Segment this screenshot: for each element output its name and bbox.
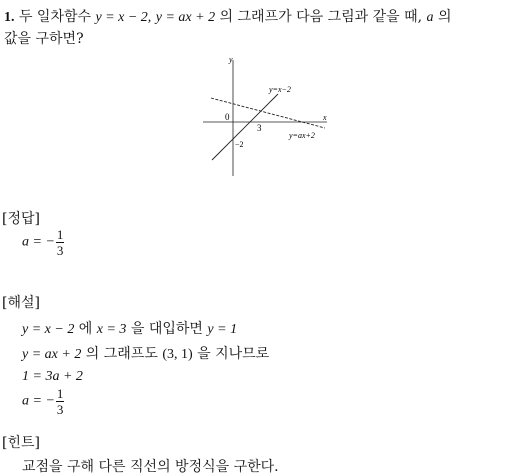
y-intercept-label: −2	[235, 140, 244, 149]
explanation-line-2	[22, 343, 269, 363]
question-text-b: 의 그래프가 다음 그림과 같을 때,	[219, 9, 423, 25]
expl-x-value: x = 3	[96, 322, 127, 337]
answer-lhs: a = −	[22, 234, 55, 250]
question-line-2	[4, 28, 84, 48]
expl-text-2a: 의 그래프도	[85, 346, 158, 362]
expl-eq-2: y = ax + 2	[22, 347, 82, 362]
expl-numerator: 1	[56, 386, 64, 401]
y-axis-label: y	[229, 55, 233, 64]
graph-figure	[195, 52, 345, 180]
line1-label: y=x−2	[269, 85, 291, 94]
x-axis-label: x	[323, 113, 327, 122]
explanation-line-1	[22, 318, 237, 338]
equation-2: y = ax + 2	[155, 10, 216, 25]
expl-a-lhs: a = −	[22, 393, 55, 409]
line-y-eq-x-minus-2	[212, 94, 278, 160]
origin-label: 0	[225, 112, 230, 122]
expl-denominator: 3	[56, 402, 64, 417]
question-number: 1.	[4, 10, 15, 25]
answer-denominator: 3	[56, 243, 64, 258]
explanation-line-4	[22, 386, 64, 417]
question-text-c: 의	[437, 9, 452, 25]
expl-eq-1: y = x − 2	[22, 322, 75, 337]
question-text-a: 두 일차함수	[18, 9, 92, 25]
answer-numerator: 1	[56, 227, 64, 242]
explanation-line-3: 1 = 3a + 2	[22, 369, 83, 384]
answer-value	[22, 227, 64, 258]
expl-text-2b: 을 지나므로	[197, 346, 270, 362]
variable-a: a	[426, 10, 434, 25]
expl-text-1a: 에	[78, 321, 93, 337]
expl-point: (3, 1)	[162, 347, 193, 362]
answer-fraction	[56, 227, 65, 258]
answer-header: [정답]	[2, 211, 40, 227]
expl-fraction	[56, 386, 65, 417]
question-text-line2: 값을 구하면?	[4, 31, 84, 47]
x-intercept-label: 3	[257, 123, 262, 133]
expl-text-1b: 을 대입하면	[130, 321, 203, 337]
question-line-1	[4, 6, 452, 26]
expl-y-value: y = 1	[207, 322, 238, 337]
hint-header: [힌트]	[2, 435, 40, 451]
line2-label: y=ax+2	[289, 131, 315, 140]
hint-text: 교점을 구해 다른 직선의 방정식을 구한다.	[22, 459, 279, 475]
explanation-header: [해설]	[2, 295, 40, 311]
equation-1: y = x − 2,	[95, 10, 152, 25]
